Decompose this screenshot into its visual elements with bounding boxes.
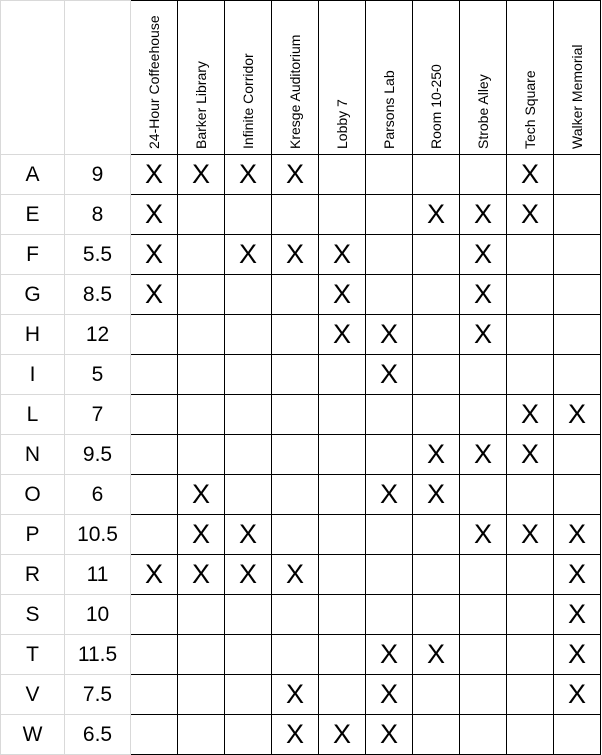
location-header	[178, 1, 225, 155]
mark-cell	[272, 515, 319, 555]
mark-cell	[131, 355, 178, 395]
table-row	[1, 235, 601, 275]
mark-cell	[507, 355, 554, 395]
grid-body	[1, 155, 601, 755]
row-letter: E	[1, 195, 65, 235]
location-header	[507, 1, 554, 155]
mark-cell: X	[507, 515, 554, 555]
mark-cell	[460, 715, 507, 755]
mark-cell: X	[272, 715, 319, 755]
mark-cell: X	[413, 475, 460, 515]
mark-cell: X	[131, 275, 178, 315]
table-row	[1, 635, 601, 675]
mark-cell	[554, 435, 601, 475]
table-row	[1, 395, 601, 435]
location-header	[554, 1, 601, 155]
mark-cell	[554, 475, 601, 515]
location-header-label: Kresge Auditorium	[287, 34, 303, 149]
mark-cell	[272, 355, 319, 395]
mark-cell: X	[131, 555, 178, 595]
mark-cell: X	[413, 435, 460, 475]
mark-cell	[319, 395, 366, 435]
mark-cell	[460, 355, 507, 395]
mark-cell	[460, 395, 507, 435]
mark-cell	[554, 235, 601, 275]
mark-cell	[131, 675, 178, 715]
table-row	[1, 595, 601, 635]
mark-cell: X	[507, 435, 554, 475]
mark-cell: X	[460, 235, 507, 275]
mark-cell: X	[554, 395, 601, 435]
mark-cell	[225, 595, 272, 635]
mark-cell: X	[178, 555, 225, 595]
mark-cell	[366, 275, 413, 315]
row-letter: H	[1, 315, 65, 355]
location-header-label: Lobby 7	[334, 98, 350, 149]
mark-cell	[272, 195, 319, 235]
mark-cell: X	[272, 155, 319, 195]
location-header-label: Barker Library	[193, 60, 209, 149]
mark-cell: X	[225, 555, 272, 595]
mark-cell	[366, 595, 413, 635]
header-row	[1, 1, 601, 155]
location-header	[460, 1, 507, 155]
row-value: 8.5	[65, 275, 131, 315]
mark-cell	[319, 475, 366, 515]
mark-cell	[319, 435, 366, 475]
row-value: 10	[65, 595, 131, 635]
table-row	[1, 515, 601, 555]
mark-cell: X	[366, 315, 413, 355]
location-header	[131, 1, 178, 155]
mark-cell	[272, 435, 319, 475]
mark-cell	[178, 635, 225, 675]
mark-cell: X	[460, 195, 507, 235]
mark-cell	[131, 515, 178, 555]
mark-cell	[319, 155, 366, 195]
mark-cell: X	[319, 235, 366, 275]
location-header	[272, 1, 319, 155]
table-row	[1, 675, 601, 715]
mark-cell	[507, 555, 554, 595]
row-value: 5	[65, 355, 131, 395]
mark-cell: X	[460, 515, 507, 555]
row-letter: W	[1, 715, 65, 755]
mark-cell	[366, 155, 413, 195]
row-value: 10.5	[65, 515, 131, 555]
mark-cell	[131, 435, 178, 475]
mark-cell	[272, 275, 319, 315]
mark-cell	[366, 235, 413, 275]
mark-cell: X	[554, 515, 601, 555]
mark-cell: X	[131, 155, 178, 195]
mark-cell: X	[413, 195, 460, 235]
mark-cell: X	[131, 195, 178, 235]
mark-cell	[413, 675, 460, 715]
mark-cell	[225, 315, 272, 355]
mark-cell	[225, 275, 272, 315]
mark-cell	[554, 355, 601, 395]
mark-cell	[225, 715, 272, 755]
mark-cell	[413, 395, 460, 435]
mark-cell	[366, 395, 413, 435]
row-letter: N	[1, 435, 65, 475]
mark-cell	[319, 195, 366, 235]
mark-cell	[272, 635, 319, 675]
mark-cell	[366, 515, 413, 555]
mark-cell	[413, 155, 460, 195]
mark-cell	[319, 595, 366, 635]
mark-cell	[131, 395, 178, 435]
mark-cell	[460, 555, 507, 595]
mark-cell: X	[272, 675, 319, 715]
row-letter: L	[1, 395, 65, 435]
mark-cell: X	[507, 155, 554, 195]
mark-cell	[272, 315, 319, 355]
mark-cell	[366, 195, 413, 235]
mark-cell	[554, 155, 601, 195]
row-value: 12	[65, 315, 131, 355]
mark-cell	[413, 235, 460, 275]
mark-cell	[225, 675, 272, 715]
mark-cell: X	[131, 235, 178, 275]
mark-cell	[272, 475, 319, 515]
mark-cell	[178, 595, 225, 635]
mark-cell: X	[225, 515, 272, 555]
mark-cell	[554, 315, 601, 355]
mark-cell	[272, 395, 319, 435]
row-value: 11.5	[65, 635, 131, 675]
mark-cell	[225, 435, 272, 475]
location-header	[225, 1, 272, 155]
mark-cell: X	[413, 635, 460, 675]
mark-cell	[272, 595, 319, 635]
row-letter: O	[1, 475, 65, 515]
row-letter: G	[1, 275, 65, 315]
mark-cell	[460, 675, 507, 715]
corner-cell-letter	[1, 1, 65, 155]
mark-cell: X	[366, 635, 413, 675]
mark-cell	[178, 435, 225, 475]
location-header-label: 24-Hour Coffeehouse	[146, 14, 162, 149]
mark-cell	[413, 515, 460, 555]
mark-cell	[131, 475, 178, 515]
mark-cell: X	[272, 555, 319, 595]
table-row	[1, 315, 601, 355]
mark-cell	[413, 715, 460, 755]
mark-cell: X	[460, 275, 507, 315]
mark-cell: X	[554, 635, 601, 675]
mark-cell: X	[554, 675, 601, 715]
location-header-label: Room 10-250	[428, 63, 444, 149]
row-value: 6.5	[65, 715, 131, 755]
location-header-label: Tech Square	[522, 69, 538, 149]
table-row	[1, 355, 601, 395]
table-row	[1, 275, 601, 315]
mark-cell	[460, 595, 507, 635]
mark-cell	[319, 675, 366, 715]
mark-cell: X	[366, 475, 413, 515]
mark-cell	[131, 635, 178, 675]
mark-cell	[178, 355, 225, 395]
location-header-label: Strobe Alley	[475, 73, 491, 149]
mark-cell	[178, 235, 225, 275]
mark-cell: X	[460, 315, 507, 355]
row-value: 9	[65, 155, 131, 195]
mark-cell	[507, 595, 554, 635]
table-row	[1, 435, 601, 475]
mark-cell: X	[225, 155, 272, 195]
mark-cell	[507, 715, 554, 755]
row-letter: T	[1, 635, 65, 675]
mark-cell: X	[319, 715, 366, 755]
row-letter: R	[1, 555, 65, 595]
mark-cell	[507, 475, 554, 515]
mark-cell: X	[178, 475, 225, 515]
mark-cell: X	[554, 555, 601, 595]
mark-cell: X	[554, 595, 601, 635]
location-header-label: Walker Memorial	[569, 44, 585, 149]
mark-cell	[554, 715, 601, 755]
mark-cell: X	[272, 235, 319, 275]
mark-cell	[131, 715, 178, 755]
mark-cell	[507, 675, 554, 715]
row-letter: P	[1, 515, 65, 555]
mark-cell: X	[319, 275, 366, 315]
mark-cell	[507, 235, 554, 275]
mark-cell	[319, 555, 366, 595]
row-letter: F	[1, 235, 65, 275]
mark-cell	[460, 155, 507, 195]
mark-cell: X	[366, 355, 413, 395]
mark-cell	[131, 315, 178, 355]
corner-cell-number	[65, 1, 131, 155]
mark-cell	[507, 275, 554, 315]
mark-cell	[413, 595, 460, 635]
mark-cell: X	[507, 195, 554, 235]
location-header	[319, 1, 366, 155]
mark-cell: X	[178, 515, 225, 555]
mark-cell	[460, 635, 507, 675]
mark-cell	[178, 195, 225, 235]
row-value: 6	[65, 475, 131, 515]
row-value: 9.5	[65, 435, 131, 475]
row-letter: S	[1, 595, 65, 635]
mark-cell	[413, 355, 460, 395]
mark-cell	[225, 475, 272, 515]
mark-cell	[413, 315, 460, 355]
row-value: 8	[65, 195, 131, 235]
mark-cell: X	[366, 675, 413, 715]
mark-cell	[225, 355, 272, 395]
mark-cell	[178, 675, 225, 715]
mark-cell: X	[460, 435, 507, 475]
table-row	[1, 475, 601, 515]
mark-cell	[413, 275, 460, 315]
mark-cell: X	[366, 715, 413, 755]
row-value: 7	[65, 395, 131, 435]
mark-cell	[178, 395, 225, 435]
mark-cell	[366, 435, 413, 475]
location-header	[413, 1, 460, 155]
mark-cell	[319, 515, 366, 555]
mark-cell	[554, 195, 601, 235]
location-header	[366, 1, 413, 155]
table-row	[1, 155, 601, 195]
mark-cell	[366, 555, 413, 595]
mark-cell	[460, 475, 507, 515]
mark-cell: X	[178, 155, 225, 195]
table-row	[1, 715, 601, 755]
mark-cell	[319, 635, 366, 675]
location-header-label: Infinite Corridor	[240, 52, 256, 149]
mark-cell	[507, 315, 554, 355]
mark-cell	[413, 555, 460, 595]
mark-cell	[225, 635, 272, 675]
mark-cell: X	[225, 235, 272, 275]
row-letter: I	[1, 355, 65, 395]
mark-cell	[178, 315, 225, 355]
mark-cell	[178, 275, 225, 315]
mark-cell	[225, 195, 272, 235]
table-row	[1, 555, 601, 595]
row-value: 5.5	[65, 235, 131, 275]
row-value: 7.5	[65, 675, 131, 715]
row-letter: A	[1, 155, 65, 195]
mark-cell	[131, 595, 178, 635]
mark-cell	[178, 715, 225, 755]
location-header-label: Parsons Lab	[381, 69, 397, 149]
mark-cell: X	[319, 315, 366, 355]
row-value: 11	[65, 555, 131, 595]
mark-cell: X	[507, 395, 554, 435]
mark-cell	[507, 635, 554, 675]
row-letter: V	[1, 675, 65, 715]
mark-cell	[319, 355, 366, 395]
mark-cell	[225, 395, 272, 435]
table-row	[1, 195, 601, 235]
mark-cell	[554, 275, 601, 315]
